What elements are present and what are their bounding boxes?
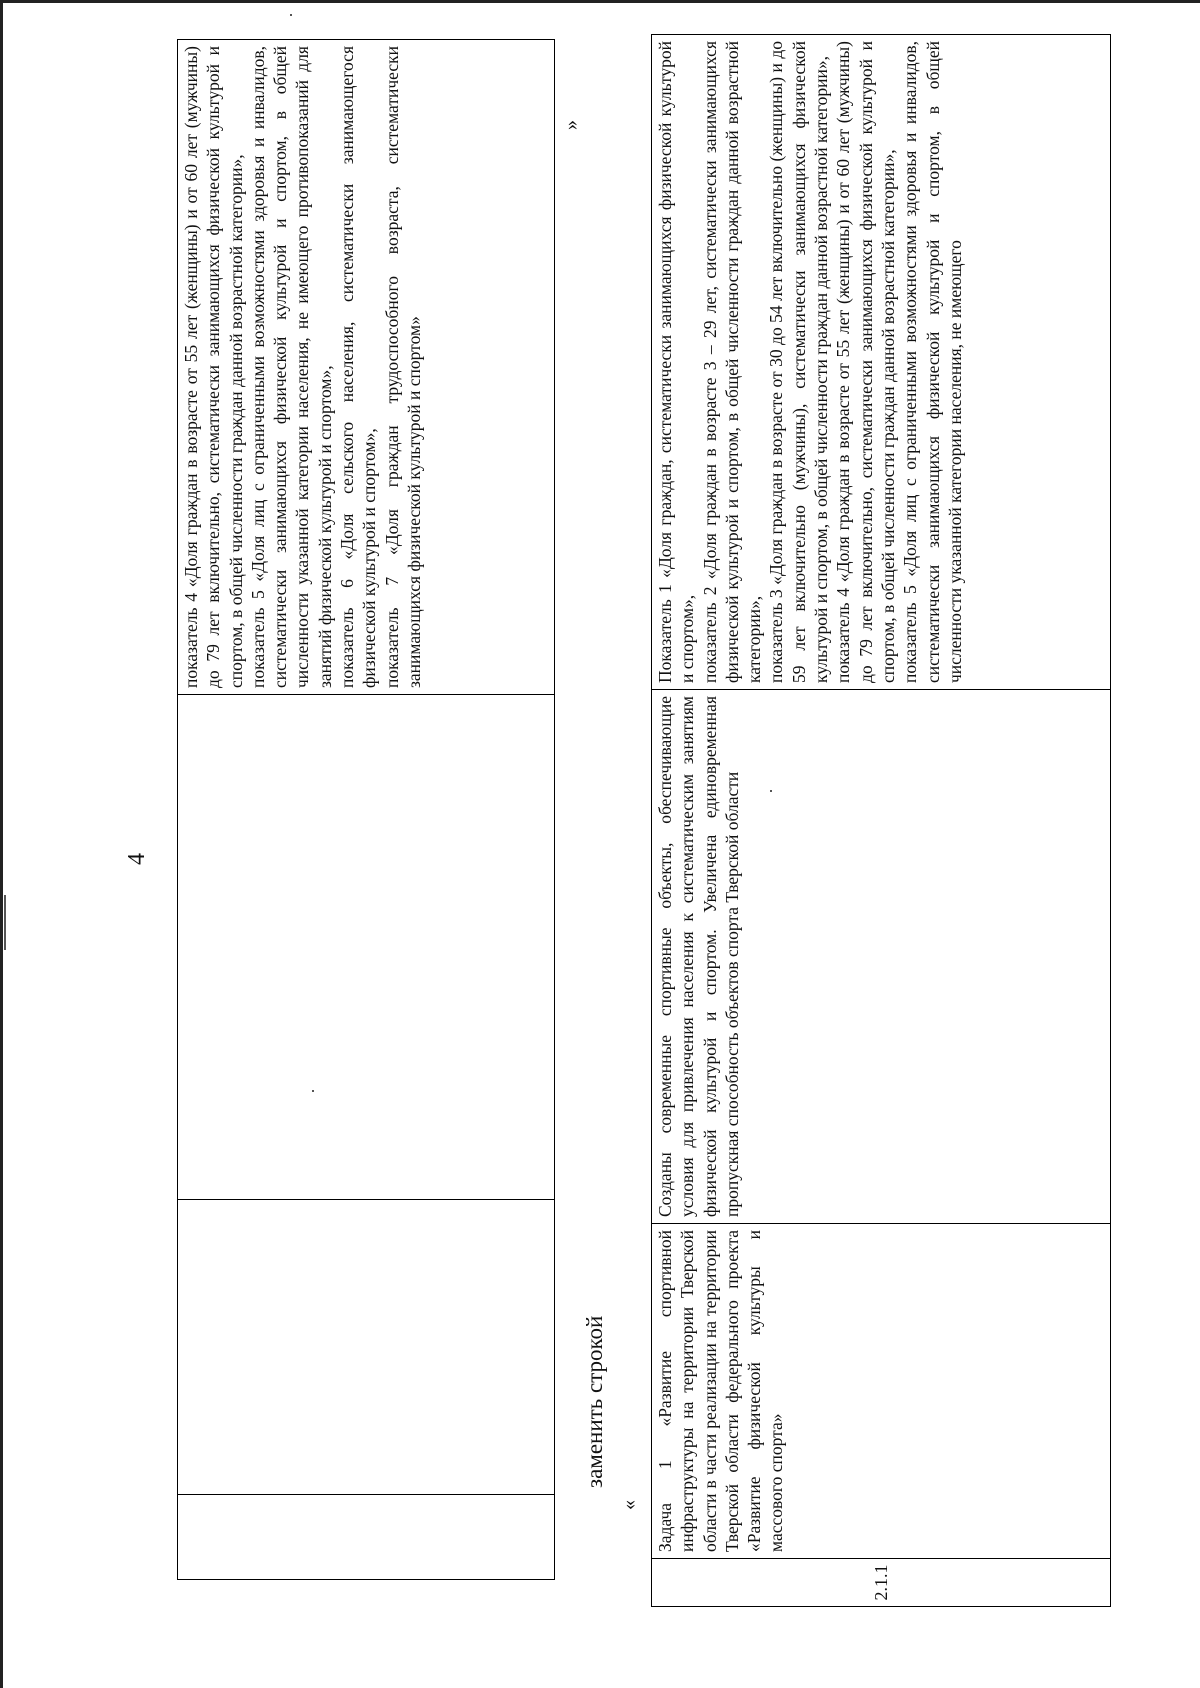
indicator-text: показатель 3 «Доля граждан в возрасте от 30 до 54 лет включительно (женщины) и до 59 лет включительно (мужчины), систематически занимающихся физической культурой и спортом, в общей численности граждан данной возрастной категории», bbox=[766, 41, 832, 683]
indicators-cell bbox=[178, 40, 555, 695]
indicators-cell bbox=[652, 35, 1111, 690]
indicator-text: показатель 5 «Доля лиц с ограниченными возможностями здоровья и инвалидов, систематически занимающихся физической культурой и спортом, в общей численности указанной категории населения, не имеющего противопоказаний для занятий физической культурой и спортом», bbox=[247, 46, 335, 688]
indicator-text: показатель 2 «Доля граждан в возрасте 3 – 29 лет, систематически занимающихся физической культурой и спортом, в общей численности граждан данной возрастной категории», bbox=[699, 41, 765, 683]
page-number: 4 bbox=[124, 853, 150, 865]
replace-instruction: заменить строкой bbox=[582, 1315, 607, 1488]
result-text: Созданы современные спортивные объекты, обеспечивающие условия для привлечения населения к систематическим занятиям физической культурой и спортом. Увеличена единовременная пропускная способность объектов спорта Тверской области bbox=[655, 696, 742, 1217]
table-row bbox=[178, 40, 555, 1580]
indicator-text: показатель 6 «Доля сельского населения, систематически занимающегося физической культурой и спортом», bbox=[337, 46, 380, 688]
top-table bbox=[177, 39, 555, 1580]
indicator-text: показатель 7 «Доля граждан трудоспособного возраста, систематически занимающихся физической культурой и спортом» bbox=[381, 46, 424, 688]
empty-cell bbox=[178, 695, 555, 1200]
row-number: 2.1.1 bbox=[870, 1564, 891, 1601]
indicator-text: показатель 4 «Доля граждан в возрасте от 55 лет (женщины) и от 60 лет (мужчины) до 79 лет включительно, систематически занимающихся физической культурой и спортом, в общей численности граждан данной возрастной категории», bbox=[181, 46, 246, 688]
bottom-table bbox=[651, 34, 1111, 1607]
task-cell bbox=[652, 1224, 1111, 1559]
row-number-cell bbox=[652, 1559, 1111, 1607]
opening-quote: « bbox=[618, 1500, 640, 1510]
indicator-text: показатель 4 «Доля граждан в возрасте от 55 лет (женщины) и от 60 лет (мужчины) до 79 лет включительно, систематически занимающихся физической культурой и спортом, в общей численности граждан данной возрастной категории», bbox=[833, 41, 898, 683]
indicator-text: Показатель 1 «Доля граждан, систематически занимающихся физической культурой и спортом», bbox=[655, 41, 698, 683]
result-cell bbox=[652, 690, 1111, 1224]
table-row bbox=[652, 35, 1111, 1607]
indicator-text: показатель 5 «Доля лиц с ограниченными возможностями здоровья и инвалидов, систематически занимающихся физической культурой и спортом, в общей численности указанной категории населения, не имеющего bbox=[900, 41, 965, 683]
empty-cell bbox=[178, 1495, 555, 1580]
task-text: Задача 1 «Развитие спортивной инфраструктуры на территории Тверской области в части реализации на территории Тверской области федерального проекта «Развитие физической культуры и массового спорта» bbox=[655, 1230, 787, 1552]
closing-quote: » bbox=[560, 120, 582, 130]
empty-cell bbox=[178, 1200, 555, 1495]
